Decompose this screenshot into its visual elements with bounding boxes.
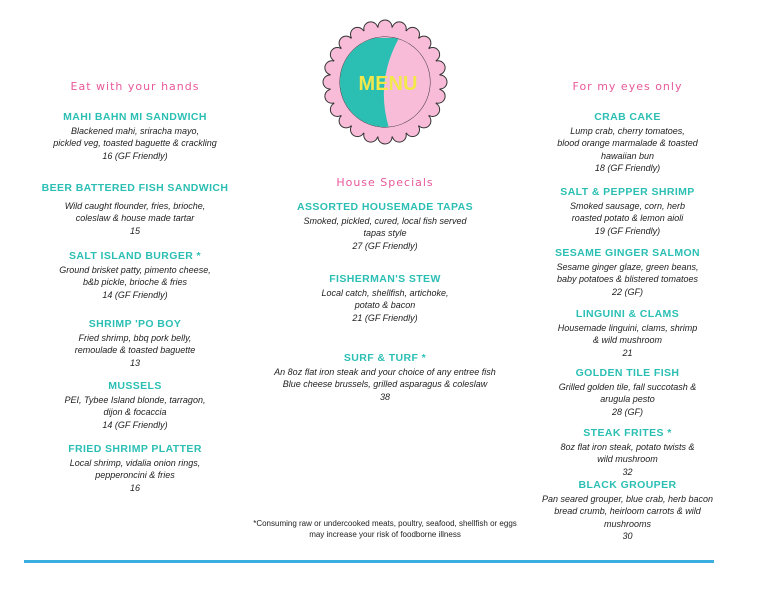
item-price: 14 (GF Friendly) — [102, 419, 168, 430]
item-desc: Grilled golden tile, fall succotash & — [558, 382, 697, 392]
item-name: SURF & TURF * — [343, 352, 427, 364]
item-name: GOLDEN TILE FISH — [575, 367, 680, 379]
item-name: MAHI BAHN MI SANDWICH — [63, 111, 207, 123]
item-name: CRAB CAKE — [594, 111, 661, 123]
menu-item — [30, 182, 240, 237]
item-price: 21 (GF Friendly) — [352, 312, 418, 323]
item-desc: & wild mushroom — [592, 335, 663, 346]
item-desc: hawaiian bun — [600, 150, 655, 161]
item-name: LINGUINI & CLAMS — [575, 308, 680, 320]
item-desc: PEI, Tybee Island blonde, tarragon, — [64, 395, 206, 405]
item-desc: Smoked sausage, corn, herb — [569, 201, 686, 211]
item-price: 32 — [622, 466, 633, 477]
menu-badge-label: MENU — [358, 73, 418, 95]
item-desc: Smoked, pickled, cured, local fish served — [303, 216, 467, 226]
item-price: 19 (GF Friendly) — [594, 225, 661, 236]
item-price: 28 (GF) — [611, 406, 643, 417]
item-name: FISHERMAN'S STEW — [329, 273, 441, 285]
item-price: 27 (GF Friendly) — [352, 240, 418, 251]
bottom-divider — [24, 560, 714, 563]
item-price: 16 (GF Friendly) — [102, 150, 168, 161]
item-desc: arugula pesto — [600, 394, 655, 405]
item-desc: Blackened mahi, sriracha mayo, — [70, 126, 200, 136]
item-price: 16 — [129, 482, 140, 493]
menu-item — [30, 111, 240, 162]
item-desc: bread crumb, heirloom carrots & wild — [554, 506, 701, 517]
left-column — [30, 0, 240, 540]
item-desc: Local shrimp, vidalia onion rings, — [69, 458, 201, 468]
menu-item — [520, 308, 735, 359]
item-desc: Wild caught flounder, fries, brioche, — [64, 201, 206, 211]
item-desc: baby potatoes & blistered tomatoes — [556, 274, 699, 285]
item-price: 15 — [129, 225, 140, 236]
menu-item — [30, 250, 240, 301]
menu-item — [30, 380, 240, 431]
menu-item — [520, 247, 735, 298]
menu-item — [520, 367, 735, 418]
item-desc: pepperoncini & fries — [95, 470, 175, 481]
item-name: SESAME GINGER SALMON — [554, 247, 701, 259]
item-price: 18 (GF Friendly) — [594, 163, 661, 174]
left-section-title: Eat with your hands — [70, 80, 200, 93]
item-desc: potato & bacon — [354, 300, 416, 311]
menu-item — [520, 111, 735, 175]
item-name: STEAK FRITES * — [583, 427, 672, 439]
menu-item — [30, 443, 240, 494]
item-name: BLACK GROUPER — [578, 479, 677, 491]
menu-item — [520, 479, 735, 543]
item-price: 30 — [622, 531, 633, 542]
item-desc: Blue cheese brussels, grilled asparagus & coleslaw — [282, 379, 488, 390]
food-safety-disclaimer — [240, 518, 530, 540]
item-desc: b&b pickle, brioche & fries — [82, 277, 188, 288]
item-name: BEER BATTERED FISH SANDWICH — [41, 182, 229, 194]
item-desc: An 8oz flat iron steak and your choice of any entree fish — [274, 367, 496, 377]
right-section-title: For my eyes only — [572, 80, 683, 93]
disclaimer-line: *Consuming raw or undercooked meats, poultry, seafood, shellfish or eggs — [253, 519, 517, 528]
item-desc: roasted potato & lemon aioli — [571, 213, 684, 224]
item-name: SHRIMP 'PO BOY — [88, 318, 182, 330]
center-section-title: House Specials — [336, 176, 434, 189]
item-price: 14 (GF Friendly) — [102, 289, 168, 300]
item-desc: pickled veg, toasted baguette & crackling — [53, 138, 217, 149]
item-desc: remoulade & toasted baguette — [74, 345, 196, 356]
item-name: SALT & PEPPER SHRIMP — [560, 186, 695, 198]
item-desc: Local catch, shellfish, artichoke, — [321, 288, 449, 298]
item-price: 38 — [379, 391, 390, 402]
item-name: FRIED SHRIMP PLATTER — [68, 443, 202, 455]
menu-item — [265, 201, 505, 252]
item-desc: Sesame ginger glaze, green beans, — [556, 262, 699, 272]
center-column — [265, 0, 505, 540]
item-desc: tapas style — [363, 228, 407, 239]
item-name: SALT ISLAND BURGER * — [68, 250, 202, 262]
item-price: 21 — [622, 347, 633, 358]
menu-item — [265, 273, 505, 324]
menu-item — [520, 427, 735, 478]
item-desc: wild mushroom — [597, 454, 658, 465]
item-name: ASSORTED HOUSEMADE TAPAS — [296, 201, 474, 213]
item-desc: Ground brisket patty, pimento cheese, — [59, 265, 211, 275]
disclaimer-line: may increase your risk of foodborne illness — [309, 530, 461, 539]
item-desc: Pan seared grouper, blue crab, herb bacon — [541, 494, 714, 504]
item-desc: blood orange marmalade & toasted — [557, 138, 698, 149]
item-desc: 8oz flat iron steak, potato twists & — [560, 442, 695, 452]
item-desc: Lump crab, cherry tomatoes, — [570, 126, 685, 136]
item-price: 13 — [129, 357, 140, 368]
item-desc: coleslaw & house made tartar — [75, 213, 195, 224]
menu-item — [520, 186, 735, 237]
item-price: 22 (GF) — [611, 286, 643, 297]
item-name: MUSSELS — [108, 380, 162, 392]
menu-item — [245, 352, 525, 403]
item-desc: mushrooms — [603, 518, 651, 529]
item-desc: dijon & focaccia — [103, 407, 167, 418]
item-desc: Fried shrimp, bbq pork belly, — [78, 333, 192, 343]
menu-item — [30, 318, 240, 369]
right-column — [520, 0, 735, 550]
item-desc: Housemade linguini, clams, shrimp — [557, 323, 698, 333]
